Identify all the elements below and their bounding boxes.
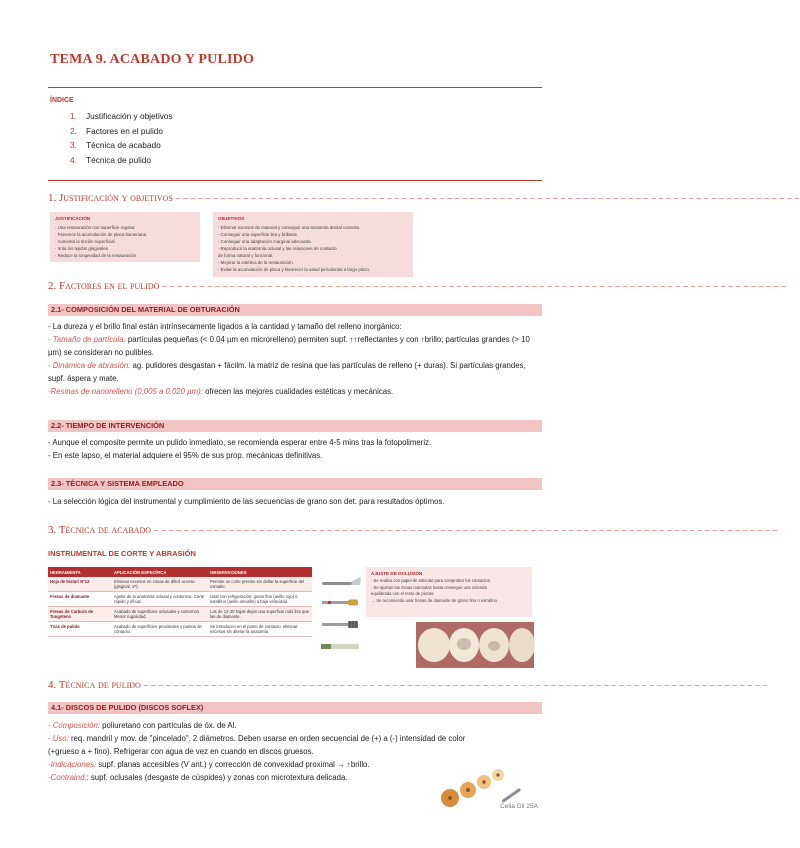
mandrel-icon <box>501 788 521 803</box>
scalpel-icon <box>322 577 361 585</box>
objectives-panel: OBJETIVOS - Eliminar excesos de material y conseguir una anatomía dental correcta. - Conseguir una superficie lisa y brillante. - Conseguir una adaptación marginal adecuada. - Reproducir la anatomía oclusal y las relaciones de contacto de forma natural y funcional. - Mejorar la estética de la restauración. - Evitar la acumulación de placa y favorecer la salud periodontal a largo plazo. <box>213 212 413 277</box>
table-header-row <box>48 567 312 577</box>
justification-heading: JUSTIFICACIÓN <box>55 216 91 221</box>
subsection-2-1-bar: 2.1- COMPOSICIÓN DEL MATERIAL DE OBTURACIÓN <box>48 304 542 316</box>
table-row: Tiras de pulido Acabado de superficies proximales y puntos de contacto. Se introducen en el punto de contacto; eliminar excesos sin alterar la anatomía. <box>48 622 312 637</box>
instrument-heading: INSTRUMENTAL DE CORTE Y ABRASIÓN <box>48 549 196 558</box>
justification-panel: JUSTIFICACIÓN - Una restauración con superficie rugosa: · Favorece la acumulación de placa bacteriana · Aumenta la tinción superficial · Irrita los tejidos gingivales · Reduce la longevidad de la restauración <box>50 212 200 262</box>
polishing-strip-icon <box>321 644 359 649</box>
subsection-4-1-bar: 4.1- DISCOS DE PULIDO (DISCOS SOFLEX) <box>48 702 542 714</box>
section-1-heading: 1. Justificación y objetivos – – – – – – – – – – – – – – – – – – – – – – – – – – – – – – – – – – – – – – – – – – – – – – – – – – – – – – – – – – – – – – – – – – – – – – – – – – – – – – – – – – – <box>48 192 800 204</box>
occlusion-note-box: AJUSTE DE OCLUSIÓN - Se realiza con papel de articular para comprobar los contactos. - Se ajustan las zonas marcadas hasta conseguir una oclusión equilibrada con el resto de piezas. → Se recomienda usar fresas de diamante de grano fino o extrafino. <box>366 567 532 617</box>
teeth-photo <box>416 622 534 668</box>
index-item[interactable]: 1. Justificación y objetivos <box>70 111 173 121</box>
diamond-bur-icon <box>322 600 358 606</box>
document-title: TEMA 9. ACABADO Y PULIDO <box>50 52 255 67</box>
index-item[interactable]: 3. Técnica de acabado <box>70 140 161 150</box>
section-4-heading: 4. Técnica de pulido – – – – – – – – – – – – – – – – – – – – – – – – – – – – – – – – – – – – – – – – – – – – – – – – – – – – – – – – – – – – – – – – – – – – – – – – – – – – – – – – – – – <box>48 679 768 691</box>
footer-author: Celia Gil 25A <box>500 803 538 810</box>
disc-icon <box>492 769 504 781</box>
table-row: Fresas de diamante Ajuste de la anatomía oclusal y contornos. Corte rápido y eficaz. Usar con refrigeración; grano fino (anillo rojo) o extrafino (anillo amarillo) a baja velocidad. <box>48 592 312 607</box>
table-header: APLICACIÓN ESPECÍFICA <box>112 567 208 577</box>
index-rule <box>48 180 542 181</box>
subsection-4-1-text: - Composición: poliuretano con partículas de óx. de Al. - Uso: req. mandril y mov. de "pincelado". 2 diámetros. Deben usarse en orden secuencial de (+) a (-) intensidad de color (+grueso a + fino). Refrigerar con agua de vez en cuando en discos gruesos. -Indicaciones: supf. planas accesibles (V ant.) y corrección de convexidad proximal → ↑brillo. -Contraind.: supf. oclusales (desgaste de cúspides) y zonas con microtextura delicada. <box>48 721 466 782</box>
section-3-heading: 3. Técnica de acabado – – – – – – – – – – – – – – – – – – – – – – – – – – – – – – – – – – – – – – – – – – – – – – – – – – – – – – – – – – – – – – – – – – – – – – – – – – – – – – – – – – – <box>48 524 778 536</box>
section-2-heading: 2. Factores en el pulido – – – – – – – – – – – – – – – – – – – – – – – – – – – – – – – – – – – – – – – – – – – – – – – – – – – – – – – – – – – – – – – – – – – – – – – – – – – – – – – – – – – <box>48 280 787 292</box>
table-row: Fresas de Carburo de Tungsteno Acabado de superficies oclusales y contornos. Menor rugosidad. Las de 12-30 hojas dejan una superficie más lisa que las de diamante. <box>48 607 312 622</box>
subsection-2-2-bar: 2.2- TIEMPO DE INTERVENCIÓN <box>48 420 542 432</box>
index-item[interactable]: 2. Factores en el pulido <box>70 125 164 136</box>
disc-icon <box>477 775 491 789</box>
instrument-table <box>48 567 312 637</box>
instrument-illustration <box>318 568 364 660</box>
disc-icon <box>441 789 459 807</box>
objectives-heading: OBJETIVOS <box>218 216 245 221</box>
index-heading: ÍNDICE <box>50 97 74 104</box>
subsection-2-3-text: - La selección lógica del instrumental y cumplimiento de las secuencias de grano son det. para resultados óptimos. <box>48 497 445 506</box>
subsection-2-2-text: - Aunque el composite permite un pulido inmediato, se recomienda esperar entre 4-5 mins tras la fotopolimeriz. - En este lapso, el material adquiere el 95% de sus prop. mecánicas definitivas. <box>48 438 432 460</box>
index-list <box>70 111 173 169</box>
subsection-2-1-text: - La dureza y el brillo final están intrínsecamente ligados a la cantidad y tamaño del relleno inorgánico: - Tamaño de partícula: partículas pequeñas (< 0.04 µm en microrelleno) permiten supf. ↑↑reflectantes y con ↑brillo; partículas grandes (> 10 µm) se consideran no pulibles. - Dinámica de abrasión: ag. pulidores desgastan + fácilm. la matriz de resina que las partículas de relleno (+ duras). Si partículas grandes, supf. áspera y mate. -Resinas de nanorelleno (0,005 a 0.020 µm): ofrecen las mejores cualidades estéticas y mecánicas. <box>48 322 530 396</box>
table-header: HERRAMIENTA <box>48 567 112 577</box>
subsection-2-3-bar: 2.3- TÉCNICA Y SISTEMA EMPLEADO <box>48 478 542 490</box>
carbide-bur-icon <box>322 621 358 628</box>
disc-icon <box>460 782 476 798</box>
table-row: Hoja de bisturí Nº12 Eliminar excesos en zonas de difícil acceso (gingival, Vº). Permite un corte preciso sin dañar la superficie del esmalte. <box>48 577 312 592</box>
index-item[interactable]: 4. Técnica de pulido <box>70 154 152 165</box>
occlusion-note-heading: AJUSTE DE OCLUSIÓN <box>371 571 423 576</box>
table-header: OBSERVACIONES <box>208 567 312 577</box>
title-rule <box>48 87 542 88</box>
